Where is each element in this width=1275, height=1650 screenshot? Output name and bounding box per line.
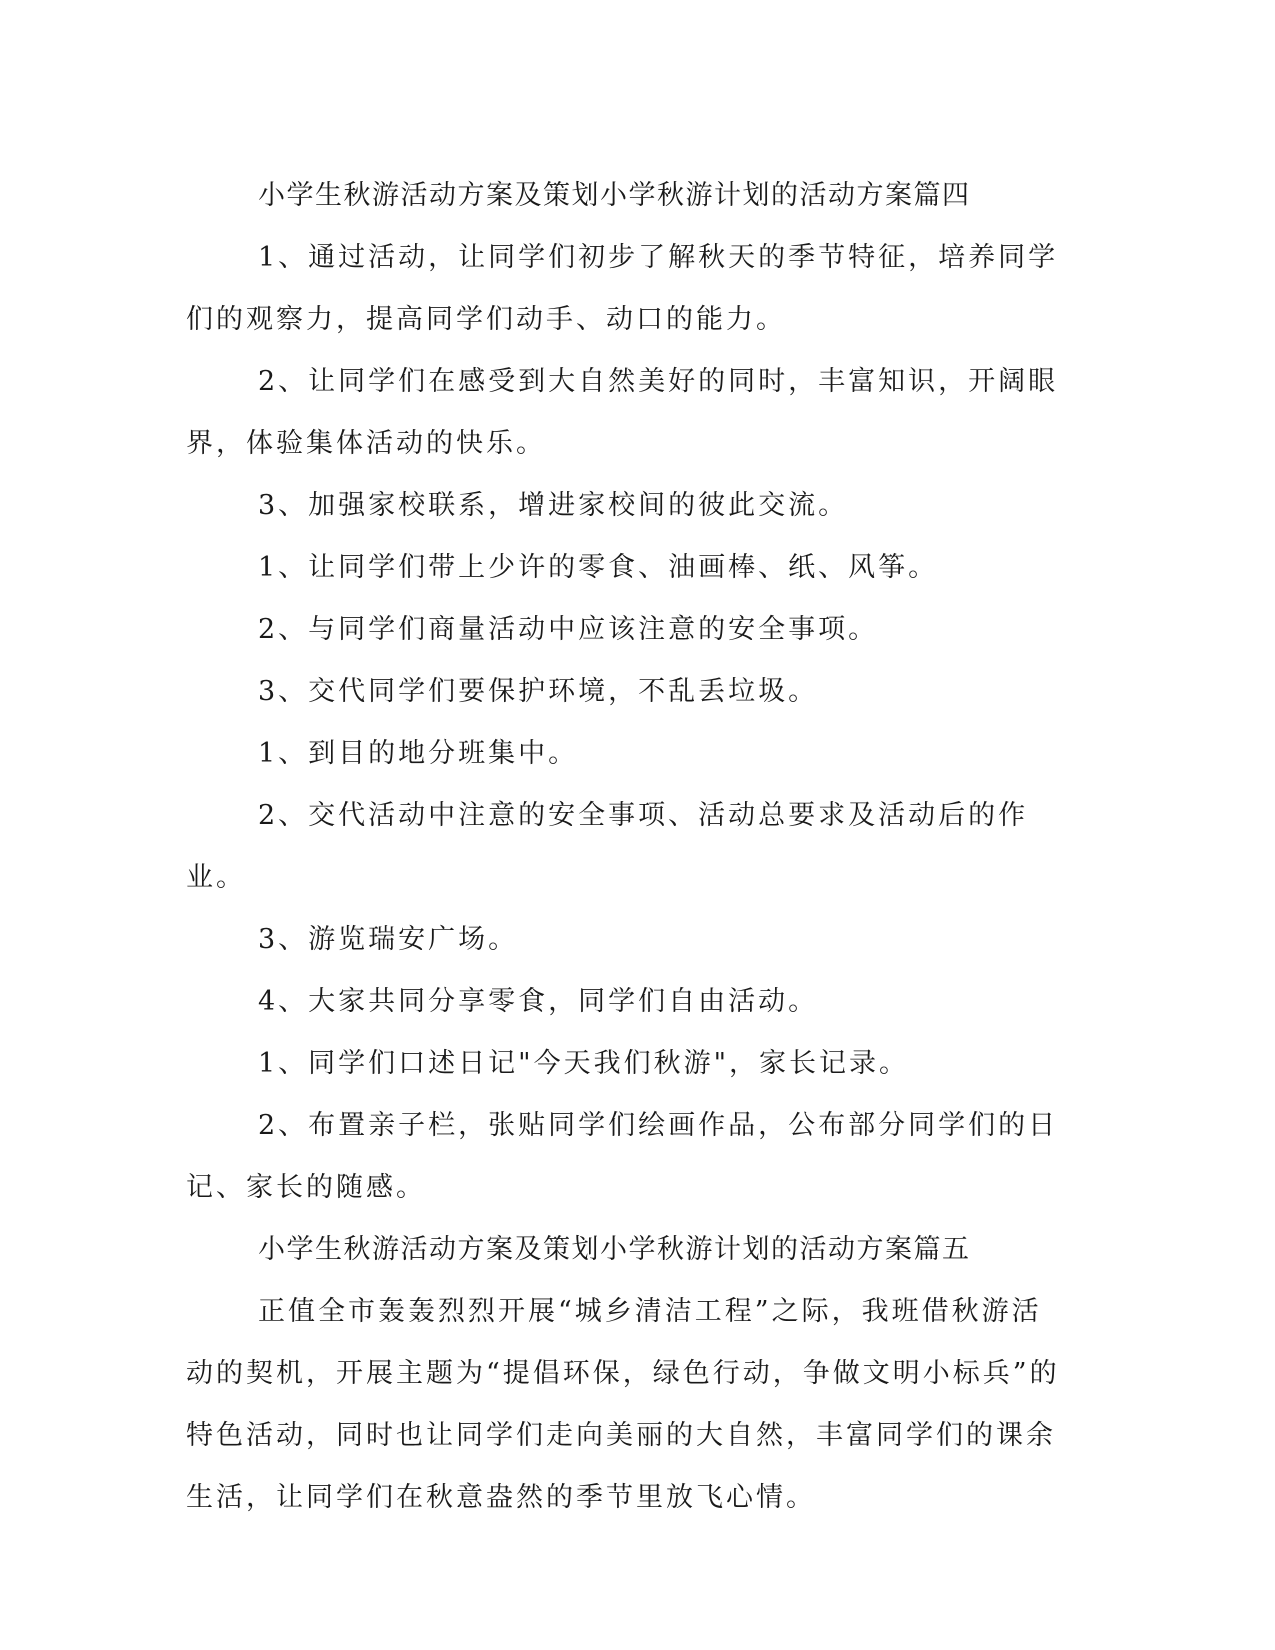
paragraph: 2、布置亲子栏，张贴同学们绘画作品，公布部分同学们的日记、家长的随感。 xyxy=(186,1110,1059,1203)
paragraph: 1、让同学们带上少许的零食、油画棒、纸、风筝。 xyxy=(258,552,939,583)
section-heading: 小学生秋游活动方案及策划小学秋游计划的活动方案篇五 xyxy=(258,1234,971,1265)
paragraph: 1、同学们口述日记"今天我们秋游"，家长记录。 xyxy=(258,1048,910,1079)
paragraph: 4、大家共同分享零食，同学们自由活动。 xyxy=(258,986,819,1017)
paragraph: 3、加强家校联系，增进家校间的彼此交流。 xyxy=(258,490,849,521)
paragraph: 1、到目的地分班集中。 xyxy=(258,738,579,769)
section-heading: 小学生秋游活动方案及策划小学秋游计划的活动方案篇四 xyxy=(258,180,971,211)
paragraph: 2、让同学们在感受到大自然美好的同时，丰富知识，开阔眼界，体验集体活动的快乐。 xyxy=(186,366,1059,459)
paragraph: 1、通过活动，让同学们初步了解秋天的季节特征，培养同学们的观察力，提高同学们动手、动口的能力。 xyxy=(186,242,1059,335)
paragraph: 2、交代活动中注意的安全事项、活动总要求及活动后的作业。 xyxy=(186,800,1029,893)
document-body xyxy=(186,165,1066,1529)
paragraph: 正值全市轰轰烈烈开展“城乡清洁工程”之际，我班借秋游活动的契机，开展主题为“提倡环保，绿色行动，争做文明小标兵”的特色活动，同时也让同学们走向美丽的大自然，丰富同学们的课余生活，让同学们在秋意盎然的季节里放飞心情。 xyxy=(186,1296,1060,1513)
paragraph: 3、交代同学们要保护环境，不乱丢垃圾。 xyxy=(258,676,819,707)
paragraph: 3、游览瑞安广场。 xyxy=(258,924,519,955)
paragraph: 2、与同学们商量活动中应该注意的安全事项。 xyxy=(258,614,879,645)
